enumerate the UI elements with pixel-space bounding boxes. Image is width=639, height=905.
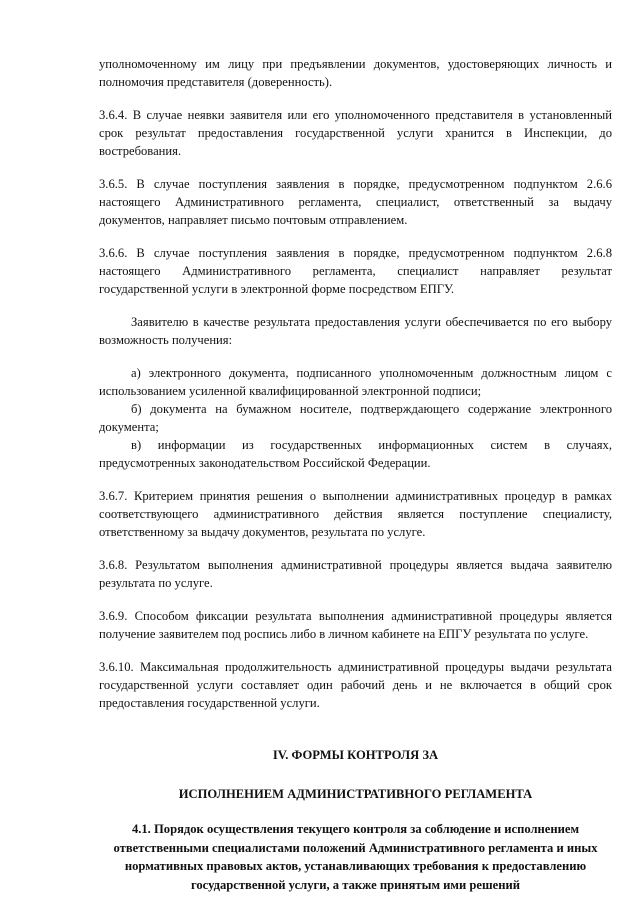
paragraph-3-6-4: 3.6.4. В случае неявки заявителя или его уполномоченного представителя в установленный срок результат предоставления государственной услуги хранится в Инспекции, до востребования. — [99, 108, 612, 158]
paragraph-3-6-7: 3.6.7. Критерием принятия решения о выполнении административных процедур в рамках соответствующего административного действия является поступление специалисту, ответственному за выдачу документов, результата по услуге. — [99, 489, 612, 539]
result-options-list — [99, 364, 612, 472]
paragraph-3-6-10: 3.6.10. Максимальная продолжительность административной процедуры выдачи результата государственной услуги составляет один рабочий день и не включается в общий срок предоставления государственной услуги. — [99, 660, 612, 710]
paragraph-result-options: Заявителю в качестве результата предоставления услуги обеспечивается по его выбору возможность получения: — [99, 315, 612, 347]
list-item-a: а) электронного документа, подписанного уполномоченным должностным лицом с использованием усиленной квалифицированной электронной подписи; — [99, 366, 612, 398]
section-title-line2: ИСПОЛНЕНИЕМ АДМИНИСТРАТИВНОГО РЕГЛАМЕНТА — [178, 787, 533, 801]
paragraph-3-6-5: 3.6.5. В случае поступления заявления в порядке, предусмотренном подпунктом 2.6.6 настоящего Административного регламента, специалист, ответственный за выдачу документов, направляет письмо почтовым отправлением. — [99, 177, 612, 227]
subsection-heading-4-1: 4.1. Порядок осуществления текущего контроля за соблюдение и исполнением ответственными специалистами положений Административного регламента и иных нормативных правовых актов, устанавливающих требования к предоставлению государственной услуги, а также принятым ими решений — [113, 822, 598, 892]
paragraph-3-6-6: 3.6.6. В случае поступления заявления в порядке, предусмотренном подпунктом 2.6.8 настоящего Административного регламента, специалист направляет результат государственной услуги в электронной форме посредством ЕПГУ. — [99, 246, 612, 296]
paragraph-3-6-9: 3.6.9. Способом фиксации результата выполнения административной процедуры является получение заявителем под роспись либо в личном кабинете на ЕПГУ результата по услуге. — [99, 609, 612, 641]
section-title-line1: IV. ФОРМЫ КОНТРОЛЯ ЗА — [272, 748, 439, 762]
list-item-c: в) информации из государственных информационных систем в случаях, предусмотренных законодательством Российской Федерации. — [99, 438, 612, 470]
paragraph-continuation: уполномоченному им лицу при предъявлении документов, удостоверяющих личность и полномочия представителя (доверенность). — [99, 57, 612, 89]
paragraph-3-6-8: 3.6.8. Результатом выполнения административной процедуры является выдача заявителю результата по услуге. — [99, 558, 612, 590]
list-item-b: б) документа на бумажном носителе, подтверждающего содержание электронного документа; — [99, 402, 612, 434]
